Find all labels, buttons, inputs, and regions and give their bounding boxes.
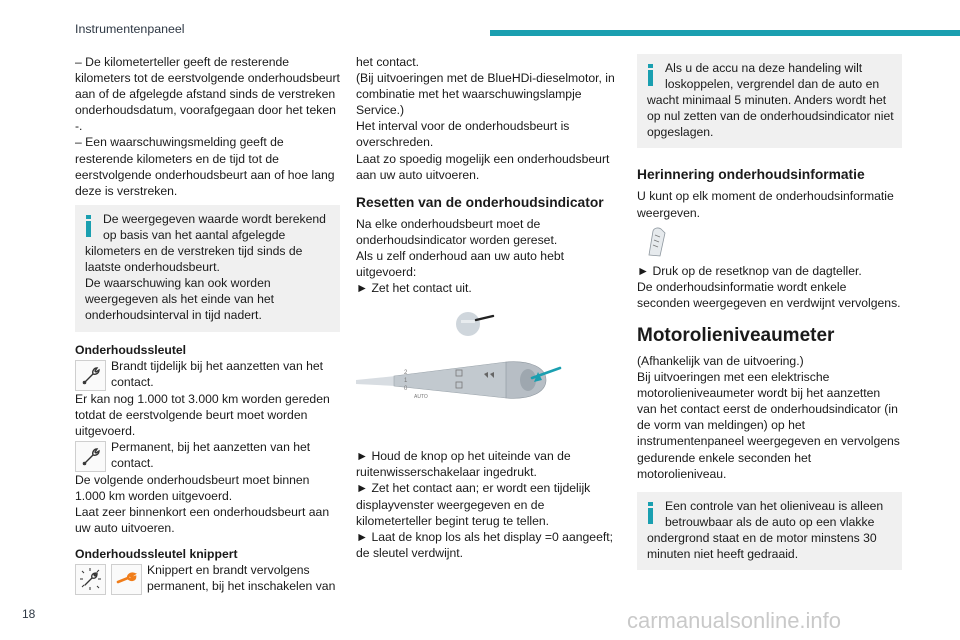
paragraph: De volgende onderhoudsbeurt moet binnen 1.000 km worden uitgevoerd. — [75, 472, 310, 503]
paragraph: De onderhoudsinformatie wordt enkele seconden weergegeven en verdwijnt vervolgens. — [637, 279, 901, 310]
note-text: Als u de accu na deze handeling wilt — [665, 61, 863, 75]
step: ► Laat de knop los als het display =0 aangeeft; de sleutel verdwijnt. — [356, 529, 614, 560]
wrench-orange-icon — [111, 564, 142, 595]
watermark: carmanualsonline.info — [627, 608, 842, 633]
wiper-stalk-illustration — [356, 302, 621, 442]
note-text: ondergrond staat en de motor minstens 30 minuten niet heeft gedraaid. — [647, 530, 877, 561]
note-text: betrouwbaar als de auto op een vlakke — [665, 514, 875, 529]
svg-text:2: 2 — [404, 370, 408, 377]
note-text: loskoppelen, vergrendel dan de auto en — [665, 77, 880, 92]
stalk-body — [356, 362, 546, 400]
svg-text:AUTO: AUTO — [414, 394, 428, 401]
subheading-service-key-blink: Onderhoudssleutel knippert — [75, 547, 238, 562]
info-icon — [648, 502, 653, 524]
running-header: Instrumentenpaneel — [75, 22, 185, 36]
key-item — [75, 439, 340, 472]
note-text: kilometers en de verstreken tijd sinds de laatste onderhoudsbeurt. — [85, 244, 303, 275]
paragraph: het contact. — [356, 55, 420, 69]
note-text: De waarschuwing kan ook worden weergegeven als het einde van het onderhoudsinterval in tijd nadert. — [85, 276, 275, 323]
paragraph: Bij uitvoeringen met een elektrische motorolieniveaumeter wordt bij het aanzetten van het contact eerst de onderhoudsindicator (in de vorm van meldingen) op het instrumentenpaneel weergegeven en vervolgens gedurende enkele seconden het motorolieniveau. — [637, 370, 900, 481]
key-description: Brandt tijdelijk bij het aanzetten van het contact. — [111, 358, 324, 389]
step: ► Druk op de resetknop van de dagteller. — [637, 263, 862, 278]
ignition-off-icon — [456, 312, 493, 336]
paragraph: Als u zelf onderhoud aan uw auto hebt uitgevoerd: — [356, 248, 565, 280]
key-description: Permanent, bij het aanzetten van het contact. — [111, 439, 311, 470]
note-text: wacht minimaal 5 minuten. Anders wordt het op nul zetten van de onderhoudsindicator niet opgeslagen. — [647, 93, 894, 140]
paragraph: – De kilometerteller geeft de resterende kilometers tot de eerstvolgende onderhoudsbeurt aan of de afgelegde afstand sinds de verstreken onderhoudsdatum, voorafgegaan door het teken -. — [75, 55, 340, 134]
heading-oil-level: Motorolieniveaumeter — [637, 324, 835, 346]
key-item — [75, 358, 340, 391]
note-text: Een controle van het olieniveau is alleen — [665, 498, 884, 513]
step: ► Houd de knop op het uiteinde van de ruitenwisserschakelaar ingedrukt. — [356, 449, 571, 480]
paragraph: – Een waarschuwingsmelding geeft de resterende kilometers en de tijd tot de eerstvolgende onderhoudsbeurt aan of hoe lang deze is verstreken. — [75, 135, 335, 198]
column-2 — [356, 54, 621, 561]
paragraph: (Afhankelijk van de uitvoering.) — [637, 353, 804, 368]
info-note — [637, 492, 902, 570]
key-item — [75, 562, 340, 595]
paragraph: Laat zeer binnenkort een onderhoudsbeurt aan uw auto uitvoeren. — [75, 504, 330, 536]
step: ► Zet het contact aan; er wordt een tijdelijk displayvenster weergegeven en de kilometerteller begint terug te tellen. — [356, 481, 591, 528]
paragraph: (Bij uitvoeringen met de BlueHDi-dieselmotor, in combinatie met het waarschuwingslampje Service.) — [356, 71, 615, 118]
key-description: Knippert en brandt vervolgens permanent, bij het inschakelen van — [147, 563, 336, 594]
info-icon — [648, 64, 653, 86]
info-icon — [86, 215, 91, 237]
paragraph: Laat zo spoedig mogelijk een onderhoudsbeurt aan uw auto uitvoeren. — [356, 151, 610, 182]
column-3 — [637, 54, 902, 580]
heading-reminder: Herinnering onderhoudsinformatie — [637, 167, 865, 183]
info-note — [637, 54, 902, 148]
wrench-icon — [75, 441, 106, 472]
column-1 — [75, 54, 340, 595]
subheading-service-key: Onderhoudssleutel — [75, 342, 187, 357]
paragraph: U kunt op elk moment de onderhoudsinformatie weergeven. — [637, 189, 894, 220]
info-note — [75, 205, 340, 332]
page-number: 18 — [22, 607, 36, 621]
wrench-blink-icon — [75, 564, 106, 595]
wrench-icon — [75, 360, 106, 391]
heading-reset: Resetten van de onderhoudsindicator — [356, 194, 604, 210]
note-text: op basis van het aantal afgelegde — [103, 227, 286, 242]
paragraph: Er kan nog 1.000 tot 3.000 km worden gereden totdat de eerstvolgende beurt moet worden uitgevoerd. — [75, 391, 330, 438]
header-accent-bar — [490, 30, 960, 36]
trip-reset-button-icon — [637, 221, 902, 263]
svg-text:1: 1 — [404, 378, 408, 385]
note-text: De weergegeven waarde wordt berekend — [103, 211, 326, 226]
paragraph: Na elke onderhoudsbeurt moet de onderhoudsindicator worden gereset. — [356, 216, 558, 247]
svg-text:0: 0 — [404, 386, 408, 393]
step: ► Zet het contact uit. — [356, 281, 472, 296]
paragraph: Het interval voor de onderhoudsbeurt is overschreden. — [356, 119, 570, 150]
